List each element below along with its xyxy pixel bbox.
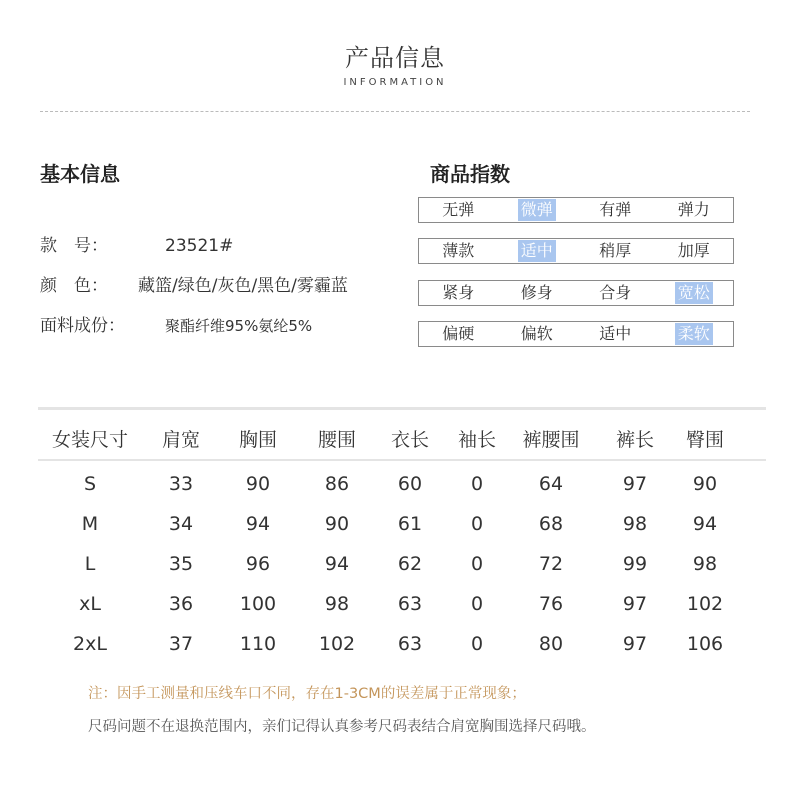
index-option: 偏软 <box>520 324 553 343</box>
table-cell: 94 <box>692 513 718 535</box>
page-subtitle: INFORMATION <box>343 77 447 88</box>
index-option-selected: 宽松 <box>655 281 734 305</box>
table-header-rule <box>38 459 766 461</box>
table-header-cell: 臀围 <box>685 429 725 451</box>
table-cell: 0 <box>470 513 484 535</box>
table-cell: 90 <box>692 473 718 495</box>
index-option: 合身 <box>599 283 632 302</box>
index-row-thickness <box>418 238 734 264</box>
table-cell: 72 <box>538 553 564 575</box>
note-measurement-error: 注：因手工测量和压线车口不同，存在1-3CM的误差属于正常现象； <box>88 686 526 702</box>
table-cell: 60 <box>397 473 423 495</box>
table-header-cell: 袖长 <box>457 429 497 451</box>
table-cell: 110 <box>239 633 277 655</box>
table-size-label: 2xL <box>73 633 107 655</box>
table-size-label: xL <box>79 593 101 615</box>
index-option: 薄款 <box>442 241 475 260</box>
index-option: 修身 <box>520 283 553 302</box>
index-row-fit <box>418 280 734 306</box>
index-option-selected: 微弹 <box>498 198 577 222</box>
table-cell: 0 <box>470 593 484 615</box>
table-size-label: M <box>81 513 99 535</box>
table-cell: 97 <box>622 473 648 495</box>
index-option: 加厚 <box>677 241 710 260</box>
info-value: 23521# <box>165 236 234 256</box>
table-cell: 76 <box>538 593 564 615</box>
info-value: 聚酯纤维95%氨纶5% <box>165 317 313 335</box>
index-option: 紧身 <box>442 283 475 302</box>
info-row-colors <box>40 271 348 296</box>
page-title: 产品信息 <box>345 44 445 72</box>
table-cell: 100 <box>239 593 277 615</box>
product-index-title: 商品指数 <box>430 162 510 186</box>
table-header-cell: 肩宽 <box>161 429 201 451</box>
table-size-label: S <box>83 473 97 495</box>
table-cell: 36 <box>168 593 194 615</box>
index-option: 无弹 <box>442 200 475 219</box>
dashed-divider <box>40 111 750 112</box>
table-cell: 64 <box>538 473 564 495</box>
index-option: 适中 <box>599 324 632 343</box>
info-label: 面料成份： <box>40 316 125 336</box>
note-size-policy: 尺码问题不在退换范围内，亲们记得认真参考尺码表结合肩宽胸围选择尺码哦。 <box>88 719 596 735</box>
table-header-cell: 衣长 <box>390 429 430 451</box>
basic-info-title: 基本信息 <box>40 162 120 186</box>
table-header-cell: 裤腰围 <box>522 429 580 451</box>
table-header-cell: 腰围 <box>317 429 357 451</box>
table-cell: 63 <box>397 633 423 655</box>
table-cell: 86 <box>324 473 350 495</box>
table-cell: 68 <box>538 513 564 535</box>
index-option-selected: 适中 <box>498 239 577 263</box>
table-cell: 98 <box>324 593 350 615</box>
table-cell: 98 <box>692 553 718 575</box>
table-cell: 96 <box>245 553 271 575</box>
info-label: 款 号： <box>40 236 108 256</box>
table-cell: 35 <box>168 553 194 575</box>
table-header-cell: 胸围 <box>238 429 278 451</box>
table-header-cell: 女装尺寸 <box>51 429 129 451</box>
table-cell: 90 <box>245 473 271 495</box>
table-cell: 99 <box>622 553 648 575</box>
info-row-fabric <box>40 311 312 336</box>
index-option: 弹力 <box>677 200 710 219</box>
table-header-cell: 裤长 <box>615 429 655 451</box>
table-cell: 97 <box>622 593 648 615</box>
table-cell: 80 <box>538 633 564 655</box>
table-cell: 33 <box>168 473 194 495</box>
table-cell: 94 <box>245 513 271 535</box>
info-label: 颜 色： <box>40 276 108 296</box>
table-cell: 37 <box>168 633 194 655</box>
table-cell: 0 <box>470 633 484 655</box>
table-top-rule <box>38 407 766 410</box>
index-row-softness <box>418 321 734 347</box>
info-row-style-number <box>40 231 233 256</box>
table-cell: 61 <box>397 513 423 535</box>
table-cell: 97 <box>622 633 648 655</box>
table-cell: 102 <box>686 593 724 615</box>
table-cell: 62 <box>397 553 423 575</box>
info-value: 藏篮/绿色/灰色/黑色/雾霾蓝 <box>138 276 348 296</box>
table-cell: 63 <box>397 593 423 615</box>
table-size-label: L <box>84 553 96 575</box>
index-option: 有弹 <box>599 200 632 219</box>
table-cell: 90 <box>324 513 350 535</box>
index-option: 偏硬 <box>442 324 475 343</box>
index-row-elasticity <box>418 197 734 223</box>
table-cell: 106 <box>686 633 724 655</box>
table-cell: 102 <box>318 633 356 655</box>
table-cell: 0 <box>470 553 484 575</box>
table-cell: 98 <box>622 513 648 535</box>
table-cell: 34 <box>168 513 194 535</box>
table-cell: 94 <box>324 553 350 575</box>
index-option: 稍厚 <box>599 241 632 260</box>
table-cell: 0 <box>470 473 484 495</box>
index-option-selected: 柔软 <box>655 322 734 346</box>
